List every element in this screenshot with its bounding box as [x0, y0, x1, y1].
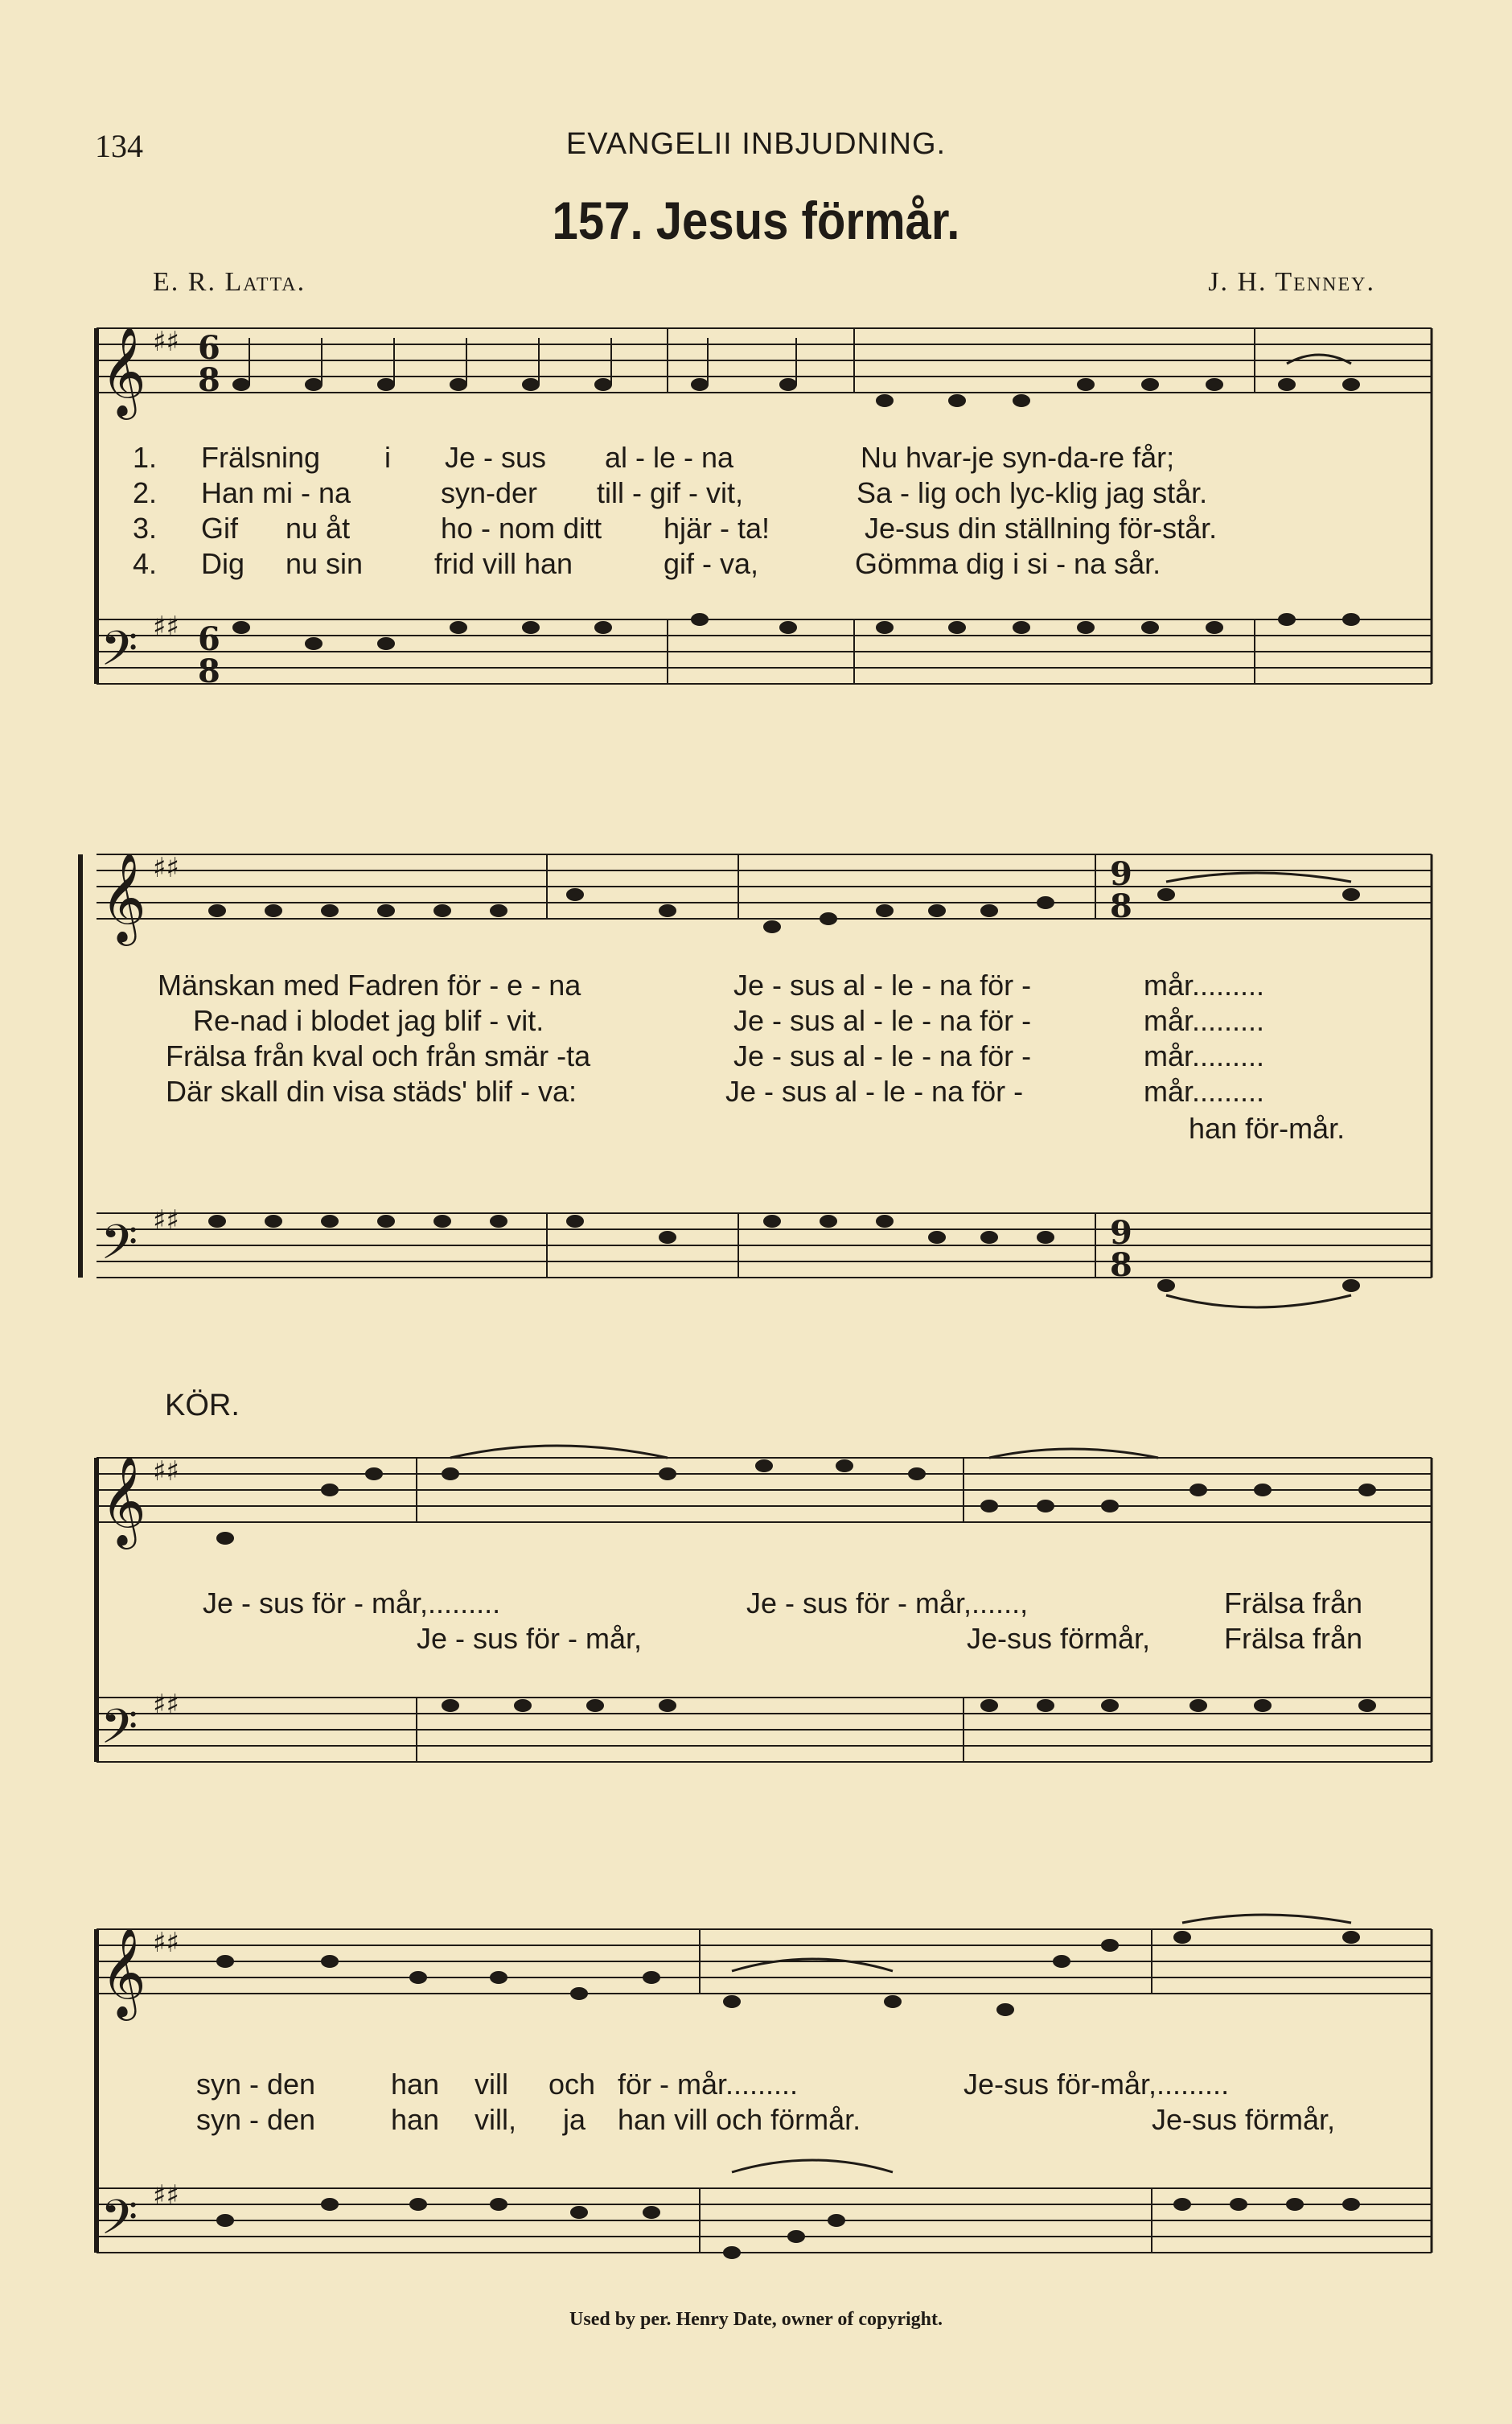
svg-text:8: 8 [198, 652, 220, 690]
svg-text:𝄞: 𝄞 [101, 1927, 146, 2017]
lyric-syllables: ho - nom ditt [441, 512, 602, 545]
svg-text:𝄢: 𝄢 [101, 620, 138, 688]
lyric-syllables: Je - sus al - le - na för - [733, 1004, 1032, 1037]
lyric-syllables: i [384, 441, 391, 474]
system1-bass-staff [97, 619, 1432, 684]
lyricist-credit: E. R. Latta. [153, 267, 306, 297]
system2-treble-staff [97, 854, 1432, 919]
lyric-syllables: Je - sus [445, 441, 547, 474]
lyric-syllables: Där skall din visa städs' blif - va: [166, 1075, 577, 1108]
lyric-syllables: hjär - ta! [664, 512, 770, 545]
lyric-syllables: mår......... [1144, 969, 1265, 1002]
svg-text:𝄞: 𝄞 [101, 326, 146, 416]
svg-text:♯♯: ♯♯ [153, 1204, 179, 1237]
lyric-syllables: Mänskan med Fadren för - e - na [158, 969, 581, 1002]
lyric-syllables: vill, [475, 2103, 516, 2136]
system4-treble-staff [97, 1929, 1432, 1994]
lyric-syllables: Je-sus förmår, [967, 1622, 1151, 1655]
lyric-syllables: al - le - na [605, 441, 734, 474]
lyric-syllables: Je-sus din ställning för-står. [865, 512, 1218, 545]
lyric-syllables: Je - sus för - mår,......... [203, 1587, 501, 1619]
chorus-label: KÖR. [165, 1389, 240, 1422]
svg-text:6: 6 [198, 329, 220, 367]
lyric-syllables: Je - sus för - mår, [417, 1622, 643, 1655]
lyric-syllables: och [549, 2068, 596, 2101]
lyric-syllables: han vill och förmår. [618, 2103, 861, 2136]
running-title: EVANGELII INBJUDNING. [565, 127, 947, 161]
lyric-syllables: syn-der [441, 476, 538, 509]
lyric-syllables: mår......... [1144, 1039, 1265, 1072]
lyric-syllables: frid vill han [434, 547, 573, 580]
svg-text:𝄢: 𝄢 [101, 1214, 138, 1282]
svg-text:8: 8 [1110, 1246, 1132, 1284]
svg-text:8: 8 [198, 361, 220, 399]
lyric-syllables: Je - sus för - mår,......, [746, 1587, 1029, 1619]
verse-number: 4. [133, 547, 158, 580]
lyric-syllables: Je - sus al - le - na för - [733, 1039, 1032, 1072]
page-number: 134 [95, 128, 143, 164]
lyric-syllables: Je - sus al - le - na för - [725, 1075, 1024, 1108]
system3-notes [217, 1460, 1375, 1711]
svg-text:𝄢: 𝄢 [101, 1698, 138, 1766]
lyric-syllables: syn - den [196, 2103, 316, 2136]
lyric-syllables: Je-sus förmår, [1152, 2103, 1336, 2136]
lyric-syllables: till - gif - vit, [597, 476, 744, 509]
lyric-syllables: Nu hvar-je syn-da-re får; [861, 441, 1175, 474]
lyric-syllables: Re-nad i blodet jag blif - vit. [193, 1004, 544, 1037]
lyric-syllables: Frälsa från [1224, 1622, 1363, 1655]
svg-text:♯♯: ♯♯ [153, 326, 179, 358]
lyric-syllables: Dig [201, 547, 245, 580]
svg-text:𝄞: 𝄞 [101, 852, 146, 942]
lyric-syllables: nu sin [286, 547, 364, 580]
svg-text:♯♯: ♯♯ [153, 611, 179, 643]
lyric-syllables: Je-sus för-mår,......... [963, 2068, 1230, 2101]
bass-lyric: han för-mår. [1189, 1112, 1346, 1145]
verse-number: 1. [133, 441, 158, 474]
svg-text:𝄞: 𝄞 [101, 1455, 146, 1545]
svg-text:♯♯: ♯♯ [153, 1455, 179, 1488]
lyric-syllables: Je - sus al - le - na för - [733, 969, 1032, 1002]
lyric-syllables: ja [563, 2103, 586, 2136]
svg-text:♯♯: ♯♯ [153, 1689, 179, 1721]
lyric-syllables: mår......... [1144, 1075, 1265, 1108]
lyric-syllables: Sa - lig och lyc-klig jag står. [857, 476, 1208, 509]
svg-text:8: 8 [1110, 887, 1132, 925]
lyric-syllables: Gif [201, 512, 239, 545]
system3-bass-staff [97, 1698, 1432, 1762]
svg-text:𝄢: 𝄢 [101, 2189, 138, 2257]
lyric-syllables: för - mår......... [618, 2068, 799, 2101]
lyric-syllables: vill [475, 2068, 508, 2101]
lyric-syllables: nu åt [286, 512, 351, 545]
lyric-syllables: Frälsning [201, 441, 321, 474]
svg-text:♯♯: ♯♯ [153, 1927, 179, 1959]
lyric-syllables: Frälsa från kval och från smär -ta [166, 1039, 591, 1072]
clefs-and-signatures [101, 326, 1132, 2257]
system1-treble-staff [97, 328, 1432, 393]
verse-number: 2. [133, 476, 158, 509]
verse-number: 3. [133, 512, 158, 545]
svg-text:♯♯: ♯♯ [153, 852, 179, 884]
composer-credit: J. H. Tenney. [1208, 267, 1375, 297]
noteheads [209, 338, 1375, 2258]
hymn-title: 157. Jesus förmår. [552, 191, 960, 250]
svg-text:6: 6 [198, 620, 220, 658]
lyric-syllables: Gömma dig i si - na sår. [855, 547, 1161, 580]
svg-text:9: 9 [1110, 855, 1132, 893]
lyric-syllables: han [391, 2068, 440, 2101]
lyric-syllables: han [391, 2103, 440, 2136]
svg-text:9: 9 [1110, 1214, 1132, 1252]
lyric-syllables: Frälsa från [1224, 1587, 1363, 1619]
lyric-syllables: mår......... [1144, 1004, 1265, 1037]
lyric-syllables: gif - va, [664, 547, 759, 580]
lyric-syllables: Han mi - na [201, 476, 351, 509]
lyric-syllables: syn - den [196, 2068, 316, 2101]
copyright-notice: Used by per. Henry Date, owner of copyright. [569, 2309, 943, 2330]
system4-bass-staff [97, 2188, 1432, 2253]
svg-text:♯♯: ♯♯ [153, 2179, 179, 2212]
